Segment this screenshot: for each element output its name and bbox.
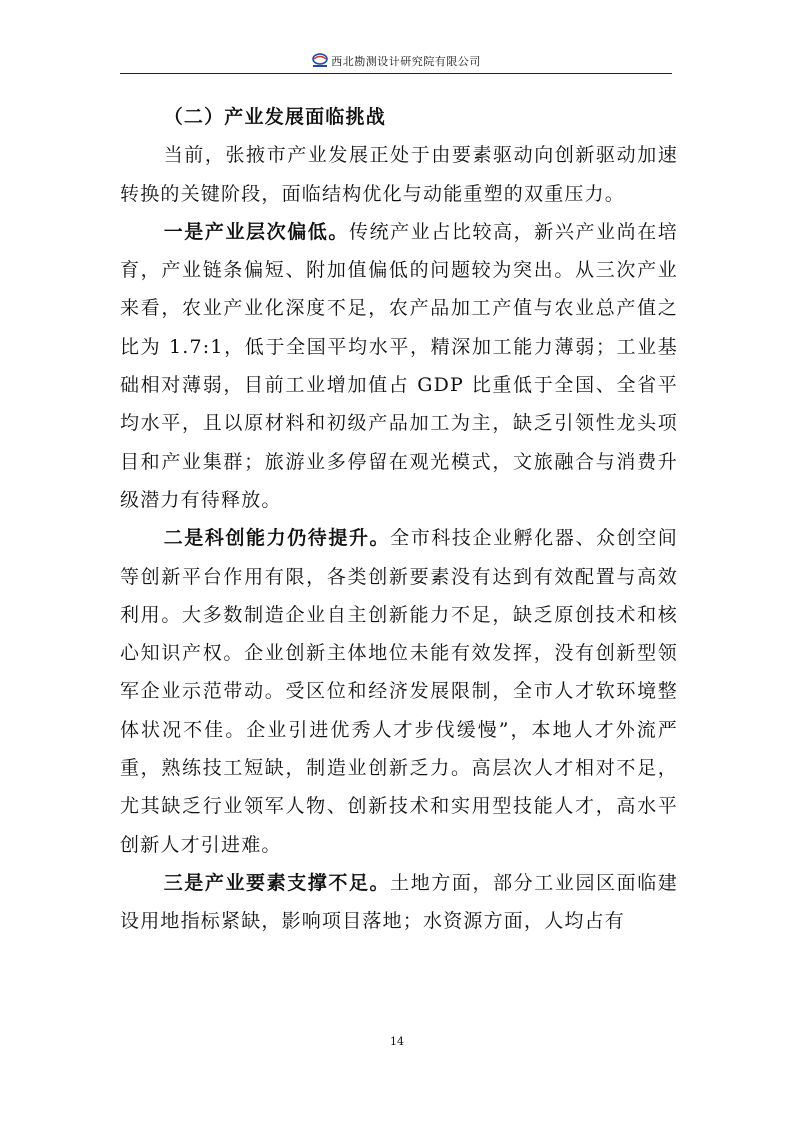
- paragraph-2-lead: 二是科创能力仍待提升。: [163, 527, 391, 550]
- section-heading: （二）产业发展面临挑战: [163, 106, 386, 128]
- paragraph-2: [120, 519, 678, 864]
- paragraph-1-text: 传统产业占比较高，新兴产业尚在培育，产业链条偏短、附加值偏低的问题较为突出。从三次产业来看，农业产业化深度不足，农产品加工产值与农业总产值之比为 1.7:1，低于全国平均水平，精深加工能力薄弱；工业基础相对薄弱，目前工业增加值占 GDP 比重低于全国、全省平均水平，且以原材料和初级产品加工为主，缺乏引领性龙头项目和产业集群；旅游业多停留在观光模式，文旅融合与消费升级潜力有待释放。: [120, 220, 678, 511]
- paragraph-3: [120, 864, 678, 941]
- page-header: [120, 50, 672, 72]
- paragraph-2-text: 全市科技企业孵化器、众创空间等创新平台作用有限，各类创新要素没有达到有效配置与高效利用。大多数制造企业自主创新能力不足，缺乏原创技术和核心知识产权。企业创新主体地位未能有效发挥，没有创新型领军企业示范带动。受区位和经济发展限制，全市人才软环境整体状况不佳。企业引进优秀人才步伐缓慢”，本地人才外流严重，熟练技工短缺，制造业创新乏力。高层次人才相对不足，尤其缺乏行业领军人物、创新技术和实用型技能人才，高水平创新人才引进难。: [120, 527, 678, 856]
- header-company-name: 西北勘测设计研究院有限公司: [331, 55, 481, 68]
- page-number: 14: [390, 1035, 404, 1048]
- paragraph-1-lead: 一是产业层次偏低。: [163, 220, 349, 243]
- paragraph-1: [120, 213, 678, 519]
- intro-paragraph: 当前，张掖市产业发展正处于由要素驱动向创新驱动加速转换的关键阶段，面临结构优化与动能重塑的双重压力。: [120, 144, 678, 205]
- paragraph-3-text: 土地方面，部分工业园区面临建设用地指标紧缺，影响项目落地；水资源方面，人均占有: [120, 871, 678, 933]
- document-body: [120, 98, 678, 941]
- company-logo-icon: [311, 53, 329, 69]
- paragraph-3-lead: 三是产业要素支撑不足。: [163, 871, 391, 894]
- header-divider: [120, 73, 672, 74]
